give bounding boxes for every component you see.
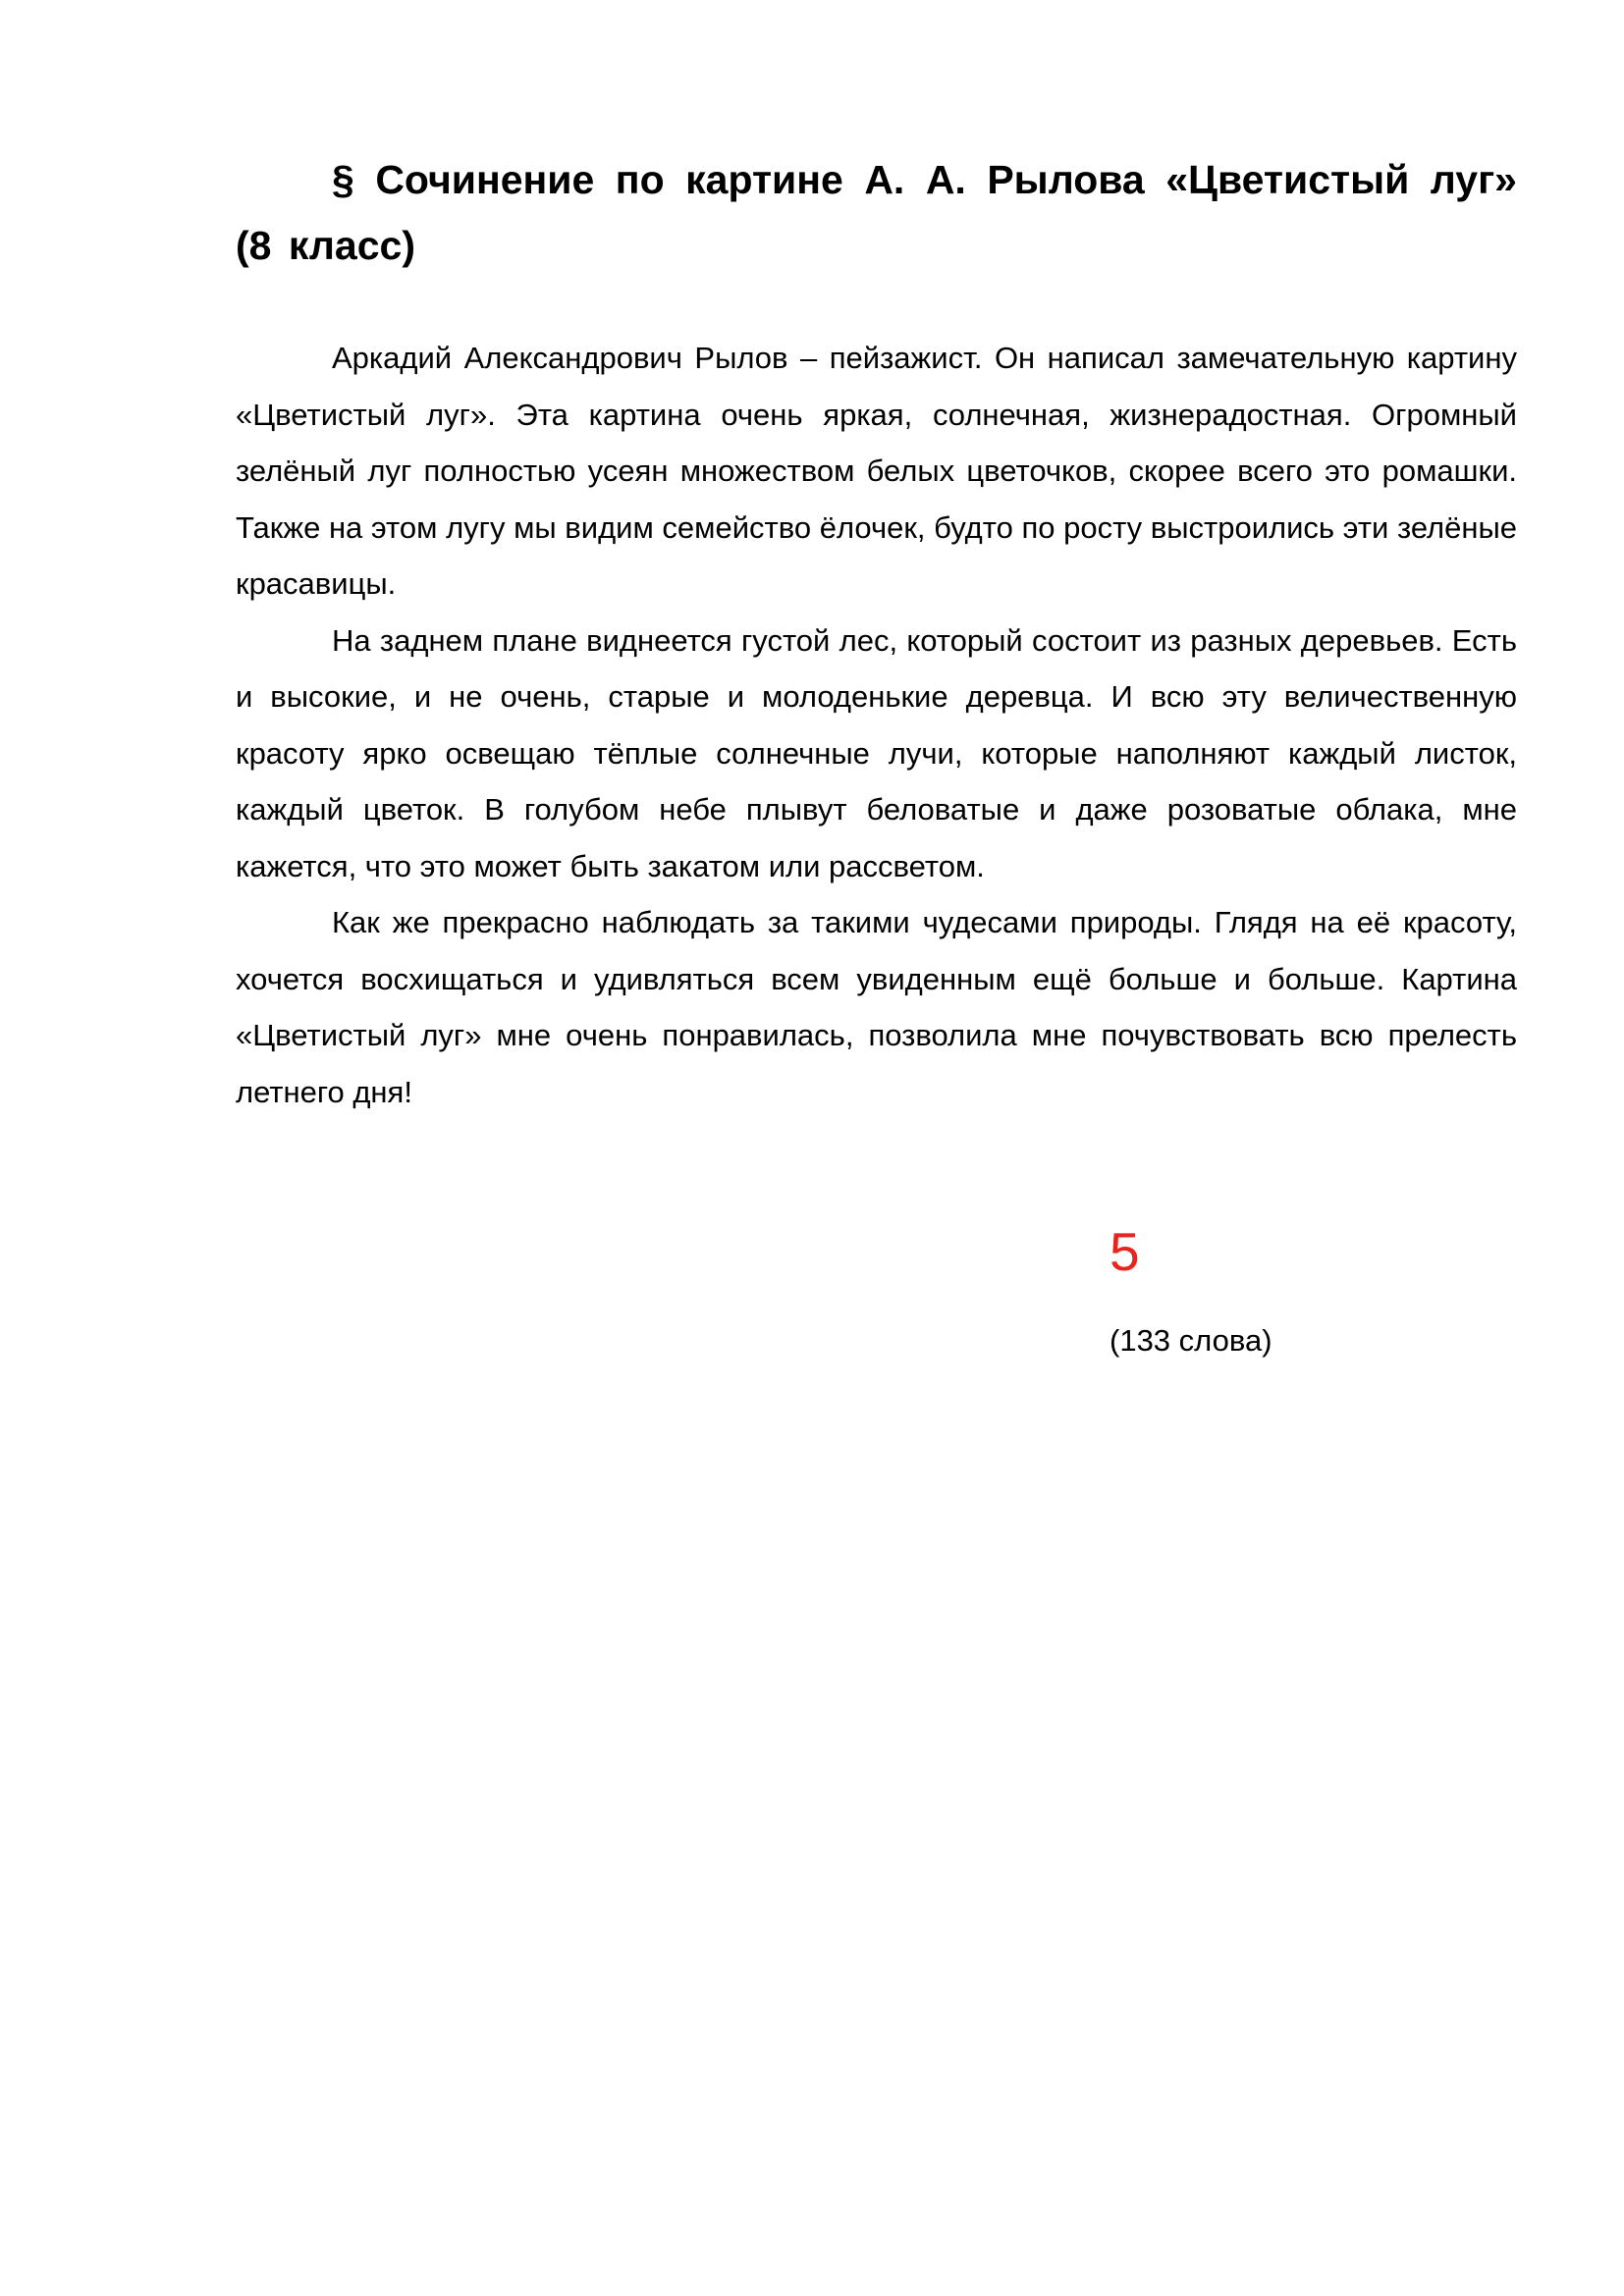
essay-body (236, 330, 1517, 1120)
essay-paragraph-2: На заднем плане виднеется густой лес, который состоит из разных деревьев. Есть и высокие, и не очень, старые и молоденькие деревца. И всю эту величественную красоту ярко освещаю тёплые солнечные лучи, которые наполняют каждый листок, каждый цветок. В голубом небе плывут беловатые и даже розоватые облака, мне кажется, что это может быть закатом или рассветом. (236, 622, 1517, 883)
essay-paragraph-3: Как же прекрасно наблюдать за такими чудесами природы. Глядя на её красоту, хочется восхищаться и удивляться всем увиденным ещё больше и больше. Картина «Цветистый луг» мне очень понравилась, позволила мне почувствовать всю прелесть летнего дня! (236, 905, 1517, 1109)
essay-paragraph-1: Аркадий Александрович Рылов – пейзажист. Он написал замечательную картину «Цветистый луг». Эта картина очень яркая, солнечная, жизнерадостная. Огромный зелёный луг полностью усеян множеством белых цветочков, скорее всего это ромашки. Также на этом лугу мы видим семейство ёлочек, будто по росту выстроились эти зелёные красавицы. (236, 341, 1517, 601)
grade-mark: 5 (1110, 1221, 1140, 1282)
essay-content (236, 147, 1517, 1120)
essay-title: § Сочинение по картине А. А. Рылова «Цветистый луг» (8 класс) (236, 157, 1517, 268)
word-count: (133 слова) (1110, 1323, 1272, 1358)
